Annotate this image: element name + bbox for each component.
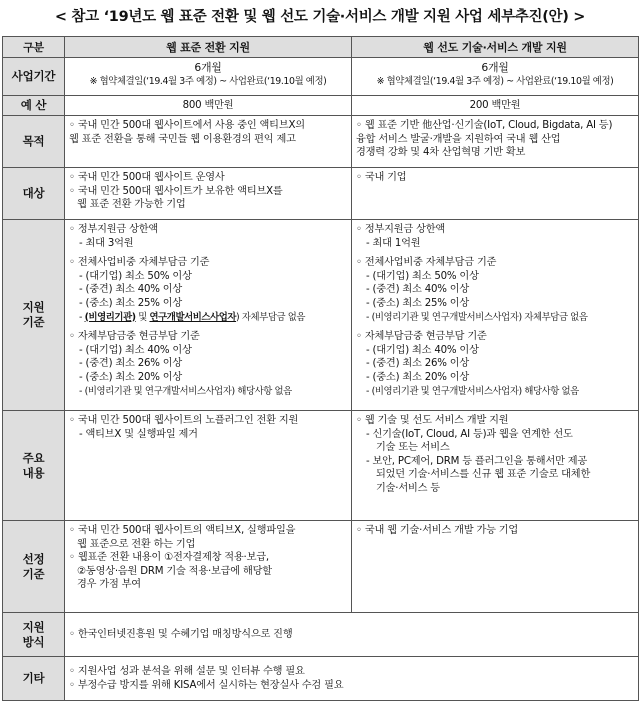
- criteria-col1-line: ◦ 자체부담금중 현금부담 기준: [69, 331, 200, 343]
- purpose-col2-line: ◦ 웹 표준 기반 他산업·신기술(IoT, Cloud, Bigdata, AI 등): [356, 120, 613, 131]
- row-criteria: [3, 220, 639, 411]
- period-col1-duration: 6개월: [194, 61, 222, 74]
- selection-col1-line: ②동영상·음원 DRM 기술 적용·보급에 해당할: [77, 565, 272, 577]
- etc-line: ◦ 지원사업 성과 분석을 위해 설문 및 인터뷰 수행 필요: [69, 666, 305, 678]
- target-col1-line: ◦ 국내 민간 500대 웹사이트 운영사: [69, 172, 225, 183]
- content-col2-line: 기술·서비스 등: [376, 482, 440, 494]
- row-content: [3, 411, 639, 521]
- content-col2-line: ◦ 웹 기술 및 선도 서비스 개발 지원: [356, 415, 509, 426]
- criteria-col2-line: ◦ 정부지원금 상한액: [356, 224, 446, 235]
- label-period: 사업기간: [3, 58, 65, 96]
- etc-line: ◦ 부정수급 방지를 위해 KISA에서 실시하는 현장실사 수검 필요: [69, 680, 344, 691]
- period-col2-note: ※ 협약체결일(‘19.4월 3주 예정) ~ 사업완료(‘19.10월 예정): [376, 75, 614, 87]
- document-title: < 참고 ‘19년도 웹 표준 전환 및 웹 선도 기술·서비스 개발 지원 사업 세부추진(안) >: [54, 9, 586, 25]
- row-purpose: [3, 116, 639, 168]
- criteria-col1-line: - (중견) 최소 40% 이상: [79, 284, 183, 296]
- purpose-col2: [352, 116, 639, 168]
- criteria-col2-line: - (비영리기관 및 연구개발서비스사업자) 해당사항 없음: [366, 385, 579, 397]
- period-col1-note: ※ 협약체결일(‘19.4월 3주 예정) ~ 사업완료(‘19.10월 예정): [89, 75, 327, 87]
- criteria-col2-line: - (중소) 최소 20% 이상: [366, 371, 470, 383]
- content-col2-line: - 보안, PC제어, DRM 등 플러그인을 통해서만 제공: [366, 455, 588, 467]
- row-method: [3, 613, 639, 657]
- label-etc: 기타: [3, 657, 65, 701]
- criteria-col2: [352, 220, 639, 411]
- row-budget: [3, 96, 639, 116]
- criteria-col2-line: - (중소) 최소 25% 이상: [366, 297, 470, 309]
- nonprofit-underlined: (비영리기관): [84, 311, 136, 323]
- criteria-col2-line: ◦ 자체부담금중 현금부담 기준: [356, 331, 487, 343]
- row-target: [3, 168, 639, 220]
- target-col1-line: ◦ 국내 민간 500대 웹사이트가 보유한 액티브X를: [69, 185, 283, 197]
- etc-text: [65, 657, 639, 701]
- label-target: 대상: [3, 168, 65, 220]
- criteria-col2-line: ◦ 전체사업비중 자체부담금 기준: [356, 257, 497, 269]
- selection-col2: [352, 521, 639, 613]
- label-method: 지원 방식: [3, 613, 65, 657]
- rnd-service-underlined: 연구개발서비스사업자: [149, 311, 237, 323]
- content-col2-line: 되었던 기술·서비스를 신규 웹 표준 기술로 대체한: [376, 469, 591, 481]
- method-text: ◦ 한국인터넷진흥원 및 수혜기업 매칭방식으로 진행: [65, 613, 639, 657]
- header-col2: 웹 선도 기술·서비스 개발 지원: [352, 37, 639, 58]
- row-selection: [3, 521, 639, 613]
- purpose-col1-line: ◦ 국내 민간 500대 웹사이트에서 사용 중인 액티브X의: [69, 120, 305, 131]
- content-col2: [352, 411, 639, 521]
- target-col1-line: 웹 표준 전환 가능한 기업: [77, 199, 186, 211]
- content-col1: [65, 411, 352, 521]
- selection-col1-line: ◦ 웹표준 전환 내용이 ①전자결제창 적용·보급,: [69, 552, 269, 564]
- criteria-col1-line: - (비영리기관 및 연구개발서비스사업자) 해당사항 없음: [79, 385, 292, 397]
- criteria-col2-line: - (중견) 최소 40% 이상: [366, 284, 470, 296]
- target-col2: [352, 168, 639, 220]
- purpose-col1: [65, 116, 352, 168]
- purpose-col1-line: 웹 표준 전환을 통해 국민들 웹 이용환경의 편익 제고: [69, 133, 296, 145]
- purpose-col2-line: 경쟁력 강화 및 4차 산업혁명 기반 확보: [356, 147, 526, 159]
- header-category: 구분: [3, 37, 65, 58]
- criteria-col2-line: - (대기업) 최소 40% 이상: [366, 344, 479, 356]
- header-col1: 웹 표준 전환 지원: [65, 37, 352, 58]
- purpose-col2-line: 융합 서비스 발굴·개발을 지원하여 국내 웹 산업: [356, 133, 561, 145]
- budget-col1: 800 백만원: [65, 96, 352, 116]
- row-etc: [3, 657, 639, 701]
- label-selection: 선정 기준: [3, 521, 65, 613]
- content-col2-line: 기술 또는 서비스: [376, 442, 450, 454]
- criteria-col2-line: - (대기업) 최소 50% 이상: [366, 270, 479, 282]
- row-period: [3, 58, 639, 96]
- budget-col2: 200 백만원: [352, 96, 639, 116]
- criteria-col1-line: - (중견) 최소 26% 이상: [79, 358, 183, 370]
- content-col2-line: - 신기술(IoT, Cloud, AI 등)과 웹을 연계한 선도: [366, 428, 573, 440]
- criteria-col1-line: - (대기업) 최소 50% 이상: [79, 270, 192, 282]
- period-col1: [65, 58, 352, 96]
- content-col1-line: ◦ 국내 민간 500대 웹사이트의 노플러그인 전환 지원: [69, 415, 299, 426]
- criteria-col1-line: - (중소) 최소 20% 이상: [79, 371, 183, 383]
- selection-col1-line: ◦ 국내 민간 500대 웹사이트의 액티브X, 실행파일을: [69, 525, 296, 536]
- selection-col1-line: 웹 표준으로 전환 하는 기업: [77, 538, 196, 550]
- selection-col2-line: ◦ 국내 웹 기술·서비스 개발 가능 기업: [356, 525, 519, 536]
- label-budget: 예 산: [3, 96, 65, 116]
- criteria-col2-line: - 최대 1억원: [366, 237, 421, 249]
- content-col1-line: - 액티브X 및 실행파일 제거: [79, 428, 198, 440]
- criteria-col1-line: ◦ 정부지원금 상한액: [69, 224, 159, 235]
- header-row: [3, 37, 639, 58]
- label-content: 주요 내용: [3, 411, 65, 521]
- selection-col1-line: 경우 가점 부여: [77, 579, 141, 591]
- criteria-col1-line: - (중소) 최소 25% 이상: [79, 297, 183, 309]
- nonprofit-tail: ) 자체부담금 없음: [236, 311, 306, 323]
- criteria-col2-line: - (중견) 최소 26% 이상: [366, 358, 470, 370]
- criteria-col1-nonprofit-line: - (비영리기관) 및 연구개발서비스사업자) 자체부담금 없음: [79, 311, 306, 323]
- criteria-col2-line: - (비영리기관 및 연구개발서비스사업자) 자체부담금 없음: [366, 311, 588, 323]
- target-col2-line: ◦ 국내 기업: [356, 172, 407, 183]
- program-table: [2, 36, 639, 701]
- label-purpose: 목적: [3, 116, 65, 168]
- nonprofit-mid: 및: [135, 311, 150, 323]
- criteria-col1-line: - (대기업) 최소 40% 이상: [79, 344, 192, 356]
- criteria-col1-line: - 최대 3억원: [79, 237, 134, 249]
- criteria-col1-line: ◦ 전체사업비중 자체부담금 기준: [69, 257, 210, 269]
- target-col1: [65, 168, 352, 220]
- criteria-col1: [65, 220, 352, 411]
- selection-col1: [65, 521, 352, 613]
- period-col2-duration: 6개월: [481, 61, 509, 74]
- label-criteria: 지원 기준: [3, 220, 65, 411]
- period-col2: [352, 58, 639, 96]
